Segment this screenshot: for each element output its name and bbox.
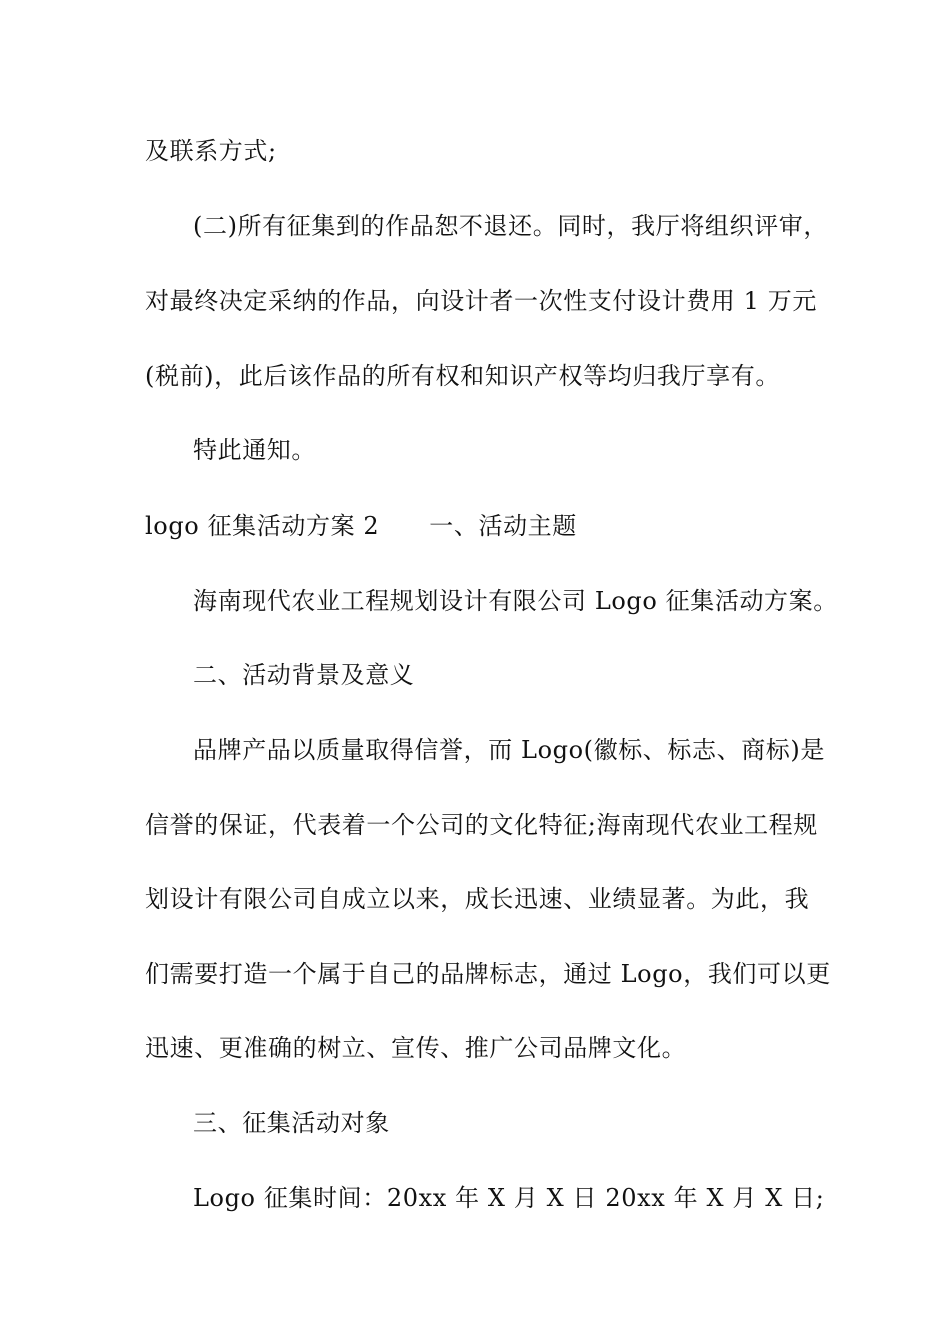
text-line: 特此通知。: [193, 436, 316, 464]
text-line: 迅速、更准确的树立、宣传、推广公司品牌文化。: [145, 1034, 687, 1062]
text-line: 品牌产品以质量取得信誉，而 Logo(徽标、标志、商标)是: [193, 736, 825, 764]
text-line: (二)所有征集到的作品恕不退还。同时，我厅将组织评审，: [193, 212, 828, 240]
text-line: 二、活动背景及意义: [193, 661, 415, 689]
text-line: 划设计有限公司自成立以来，成长迅速、业绩显著。为此，我: [145, 885, 810, 913]
text-line: 们需要打造一个属于自己的品牌标志，通过 Logo，我们可以更: [145, 960, 831, 988]
text-line: 对最终决定采纳的作品，向设计者一次性支付设计费用 1 万元: [145, 287, 817, 315]
text-line: 三、征集活动对象: [193, 1109, 390, 1137]
text-line: 及联系方式;: [145, 137, 277, 165]
text-line: (税前)，此后该作品的所有权和知识产权等均归我厅享有。: [145, 362, 780, 390]
text-line: 海南现代农业工程规划设计有限公司 Logo 征集活动方案。: [193, 587, 838, 615]
text-line: 信誉的保证，代表着一个公司的文化特征;海南现代农业工程规: [145, 811, 818, 839]
section-subtitle: 一、活动主题: [429, 512, 577, 540]
section-title: logo 征集活动方案 2: [145, 512, 380, 540]
section-heading: [145, 511, 577, 541]
text-line: Logo 征集时间：20xx 年 X 月 X 日 20xx 年 X 月 X 日;: [193, 1184, 825, 1212]
